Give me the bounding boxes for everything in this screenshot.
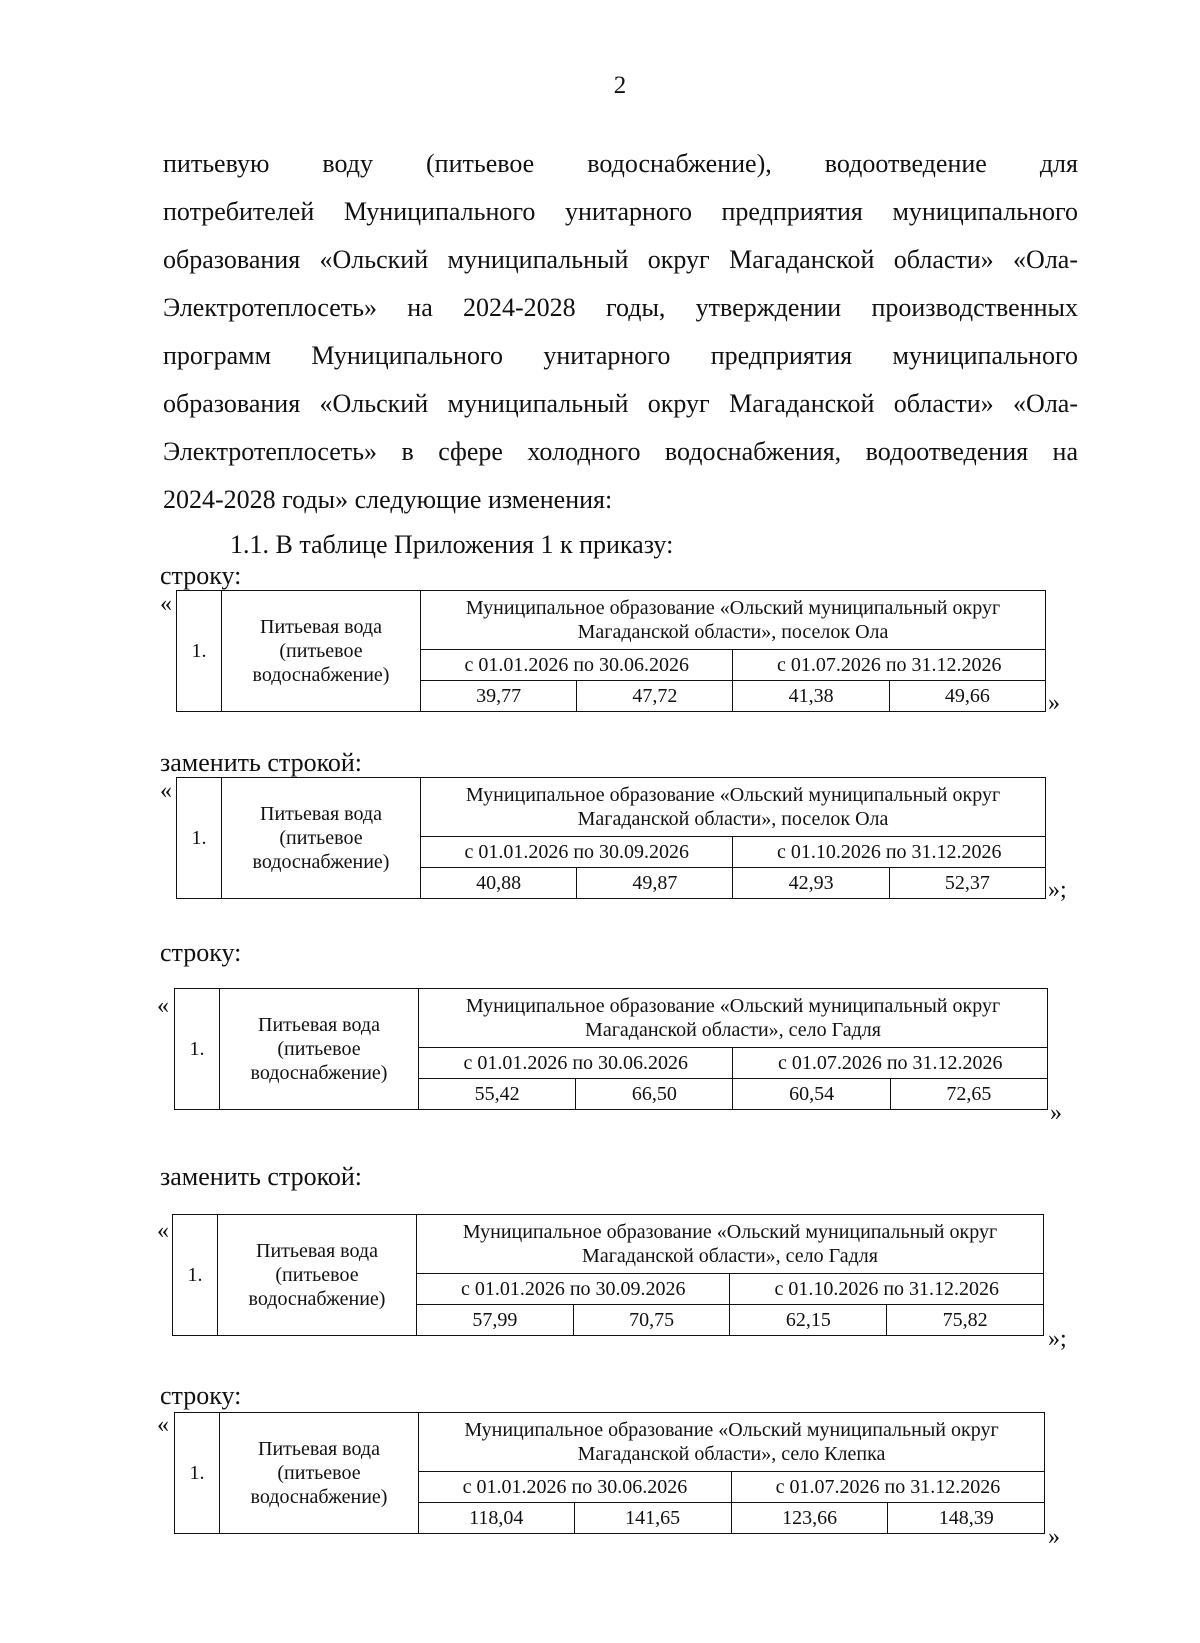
period-2: с 01.10.2026 по 31.12.2026	[730, 1274, 1044, 1305]
close-quote: »	[1048, 690, 1060, 716]
tariff-value: 49,66	[889, 681, 1045, 712]
tariff-table-3	[174, 988, 1048, 1110]
period-1: с 01.01.2026 по 30.09.2026	[417, 1274, 730, 1305]
period-1: с 01.01.2026 по 30.06.2026	[419, 1048, 733, 1079]
municipality-header: Муниципальное образование «Ольский муниципальный округ Магаданской области», село Гадля	[417, 1215, 1044, 1274]
open-quote: «	[157, 1412, 169, 1438]
tariff-table-5	[174, 1412, 1045, 1534]
tariff-value: 118,04	[419, 1503, 575, 1534]
open-quote: «	[160, 778, 172, 804]
paragraph-line: питьевую воду (питьевое водоснабжение), водоотведение для	[163, 149, 1078, 178]
period-1: с 01.01.2026 по 30.09.2026	[421, 837, 733, 868]
municipality-header: Муниципальное образование «Ольский муниципальный округ Магаданской области», поселок Ола	[421, 591, 1046, 650]
period-2: с 01.07.2026 по 31.12.2026	[731, 1472, 1044, 1503]
label-replace: заменить строкой:	[160, 748, 363, 777]
period-1: с 01.01.2026 по 30.06.2026	[419, 1472, 732, 1503]
tariff-value: 148,39	[888, 1503, 1045, 1534]
tariff-table-1	[176, 590, 1046, 712]
tariff-value: 49,87	[577, 868, 733, 899]
tariff-value: 66,50	[576, 1079, 733, 1110]
service-name: Питьевая вода (питьевое водоснабжение)	[220, 1413, 419, 1534]
service-name: Питьевая вода (питьевое водоснабжение)	[222, 778, 421, 899]
intro-paragraph	[163, 140, 1078, 524]
service-name: Питьевая вода (питьевое водоснабжение)	[218, 1215, 417, 1336]
tariff-value: 42,93	[733, 868, 889, 899]
tariff-value: 60,54	[733, 1079, 890, 1110]
row-number: 1.	[175, 1413, 220, 1534]
paragraph-line: программ Муниципального унитарного предприятия муниципального	[163, 341, 1078, 370]
service-name: Питьевая вода (питьевое водоснабжение)	[220, 989, 419, 1110]
label-row: строку:	[160, 1381, 242, 1410]
subclause-1-1: 1.1. В таблице Приложения 1 к приказу:	[230, 530, 674, 559]
municipality-header: Муниципальное образование «Ольский муниципальный округ Магаданской области», село Клепка	[419, 1413, 1045, 1472]
period-2: с 01.07.2026 по 31.12.2026	[733, 650, 1046, 681]
tariff-table-4	[172, 1214, 1044, 1336]
paragraph-line: образования «Ольский муниципальный округ Магаданской области» «Ола-	[163, 245, 1078, 274]
tariff-value: 62,15	[730, 1305, 887, 1336]
paragraph-line: образования «Ольский муниципальный округ Магаданской области» «Ола-	[163, 389, 1078, 418]
page-number: 2	[613, 72, 627, 99]
row-number: 1.	[177, 778, 222, 899]
tariff-value: 41,38	[733, 681, 889, 712]
label-row: строку:	[160, 938, 242, 967]
close-quote: »;	[1048, 1326, 1067, 1352]
row-number: 1.	[177, 591, 222, 712]
row-number: 1.	[175, 989, 220, 1110]
tariff-value: 39,77	[421, 681, 577, 712]
municipality-header: Муниципальное образование «Ольский муниципальный округ Магаданской области», поселок Ола	[421, 778, 1046, 837]
tariff-value: 72,65	[890, 1079, 1047, 1110]
tariff-value: 123,66	[731, 1503, 888, 1534]
close-quote: »	[1048, 1524, 1060, 1550]
tariff-value: 57,99	[417, 1305, 574, 1336]
tariff-value: 55,42	[419, 1079, 576, 1110]
paragraph-line: потребителей Муниципального унитарного предприятия муниципального	[163, 197, 1078, 226]
open-quote: «	[160, 591, 172, 617]
period-2: с 01.07.2026 по 31.12.2026	[733, 1048, 1048, 1079]
open-quote: «	[157, 993, 169, 1019]
tariff-value: 70,75	[573, 1305, 730, 1336]
municipality-header: Муниципальное образование «Ольский муниципальный округ Магаданской области», село Гадля	[419, 989, 1048, 1048]
label-replace: заменить строкой:	[160, 1162, 363, 1191]
period-2: с 01.10.2026 по 31.12.2026	[733, 837, 1046, 868]
paragraph-line: 2024-2028 годы» следующие изменения:	[163, 485, 613, 514]
period-1: с 01.01.2026 по 30.06.2026	[421, 650, 733, 681]
label-row: строку:	[160, 561, 242, 590]
open-quote: «	[157, 1218, 169, 1244]
paragraph-line: Электротеплосеть» на 2024-2028 годы, утверждении производственных	[163, 293, 1078, 322]
tariff-value: 52,37	[889, 868, 1045, 899]
tariff-value: 40,88	[421, 868, 577, 899]
tariff-value: 75,82	[887, 1305, 1044, 1336]
row-number: 1.	[173, 1215, 218, 1336]
tariff-value: 141,65	[574, 1503, 731, 1534]
paragraph-line: Электротеплосеть» в сфере холодного водоснабжения, водоотведения на	[163, 437, 1078, 466]
close-quote: »	[1050, 1100, 1062, 1126]
close-quote: »;	[1048, 877, 1067, 903]
tariff-value: 47,72	[577, 681, 733, 712]
service-name: Питьевая вода (питьевое водоснабжение)	[222, 591, 421, 712]
tariff-table-2	[176, 777, 1046, 899]
